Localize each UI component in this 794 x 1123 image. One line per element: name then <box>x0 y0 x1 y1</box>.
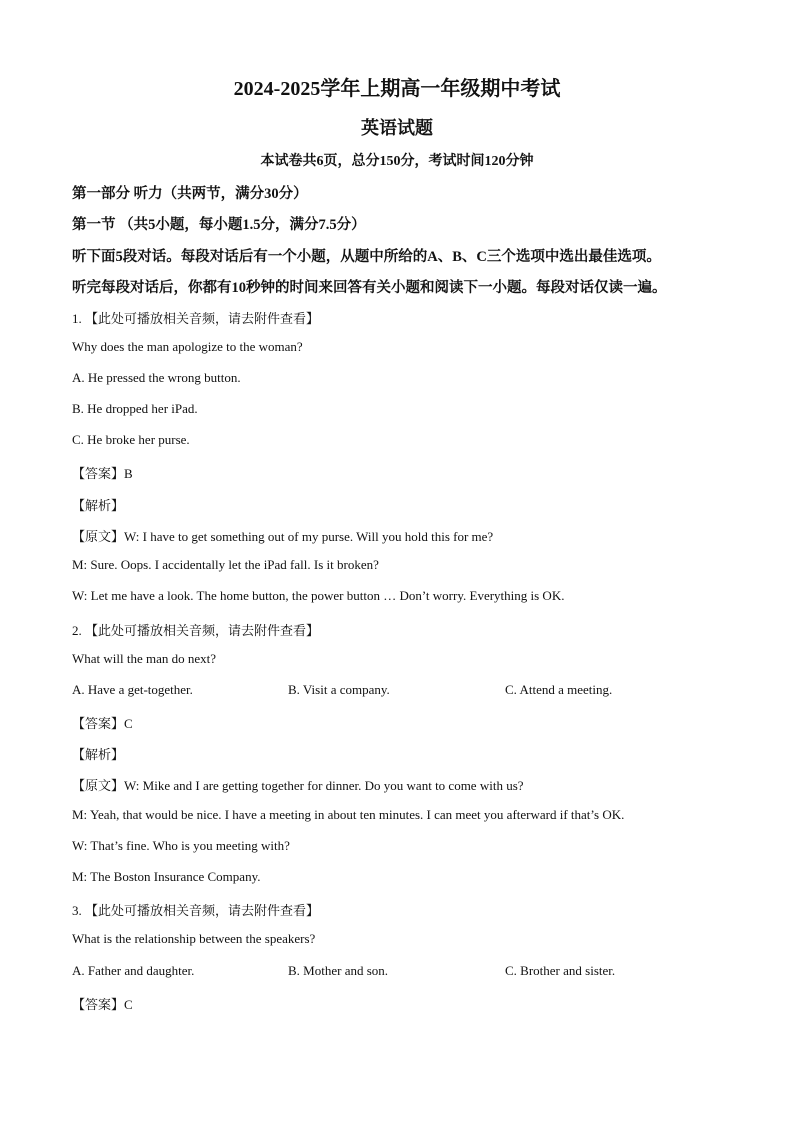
question-3-answer: 【答案】C <box>72 997 133 1012</box>
question-2-transcript-3: W: That’s fine. Who is you meeting with? <box>72 838 290 853</box>
question-2-analysis: 【解析】 <box>72 747 125 762</box>
question-1-analysis: 【解析】 <box>72 498 125 513</box>
question-2-transcript-1: 【原文】W: Mike and I are getting together for dinner. Do you want to come with us? <box>72 778 524 793</box>
question-1-header: 1. 【此处可播放相关音频，请去附件查看】 <box>72 311 320 326</box>
question-2-transcript-4: M: The Boston Insurance Company. <box>72 869 261 884</box>
question-2-option-b: B. Visit a company. <box>288 682 390 697</box>
question-1-option-c: C. He broke her purse. <box>72 432 190 447</box>
question-2-header: 2. 【此处可播放相关音频，请去附件查看】 <box>72 623 320 638</box>
instruction-line-1: 听下面5段对话。每段对话后有一个小题，从题中所给的A、B、C三个选项中选出最佳选项。 <box>72 249 661 265</box>
exam-subject: 英语试题 <box>361 118 433 138</box>
question-2-option-a: A. Have a get-together. <box>72 682 193 697</box>
question-3-header: 3. 【此处可播放相关音频，请去附件查看】 <box>72 903 320 918</box>
question-3-option-c: C. Brother and sister. <box>505 963 616 978</box>
section-heading: 第一节 （共5小题，每小题1.5分，满分7.5分） <box>72 217 366 233</box>
question-2-answer: 【答案】C <box>72 716 133 731</box>
exam-title: 2024-2025学年上期高一年级期中考试 <box>233 78 561 100</box>
part-heading: 第一部分 听力（共两节，满分30分） <box>72 186 308 202</box>
question-1-transcript-3: W: Let me have a look. The home button, the power button … Don’t worry. Everything is OK. <box>72 588 565 603</box>
question-2-stem: What will the man do next? <box>72 651 217 666</box>
question-1-option-b: B. He dropped her iPad. <box>72 401 198 416</box>
exam-info: 本试卷共6页，总分150分，考试时间120分钟 <box>260 154 534 169</box>
question-1-transcript-2: M: Sure. Oops. I accidentally let the iPad fall. Is it broken? <box>72 557 379 572</box>
instruction-line-2: 听完每段对话后，你都有10秒钟的时间来回答有关小题和阅读下一小题。每段对话仅读一遍。 <box>72 280 667 296</box>
question-3-stem: What is the relationship between the speakers? <box>72 931 316 946</box>
question-1-stem: Why does the man apologize to the woman? <box>72 339 303 354</box>
question-3-option-b: B. Mother and son. <box>288 963 389 978</box>
question-3-option-a: A. Father and daughter. <box>72 963 195 978</box>
question-2-transcript-2: M: Yeah, that would be nice. I have a meeting in about ten minutes. I can meet you afterward if that’s OK. <box>72 807 625 822</box>
question-1-transcript-1: 【原文】W: I have to get something out of my purse. Will you hold this for me? <box>72 529 494 544</box>
question-2-option-c: C. Attend a meeting. <box>505 682 613 697</box>
question-1-answer: 【答案】B <box>72 466 133 481</box>
question-1-option-a: A. He pressed the wrong button. <box>72 370 241 385</box>
